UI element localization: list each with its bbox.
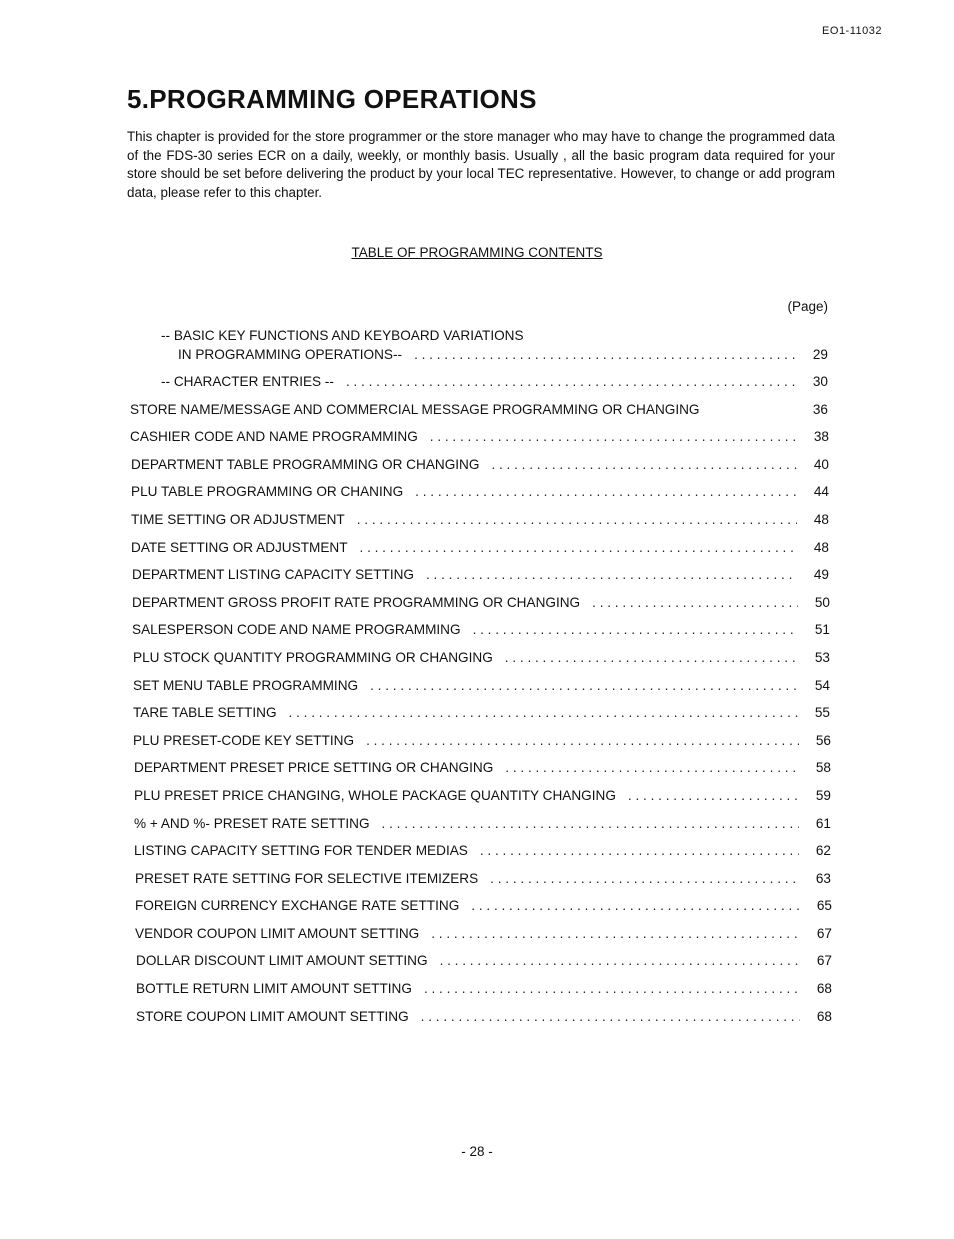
toc-entry-label: DEPARTMENT GROSS PROFIT RATE PROGRAMMING OR CHANGING xyxy=(132,594,581,610)
toc-entry-label: TARE TABLE SETTING xyxy=(133,705,277,721)
toc-dot-leader xyxy=(360,539,797,557)
toc-entry xyxy=(0,842,954,870)
toc-entry-page: 53 xyxy=(814,649,830,665)
toc-dot-leader xyxy=(357,511,797,529)
toc-dot-leader xyxy=(431,925,800,943)
toc-entry-page: 29 xyxy=(812,347,828,362)
toc-row xyxy=(133,732,831,750)
toc-entry-page: 68 xyxy=(816,981,832,997)
toc-entry xyxy=(0,649,954,677)
toc-dot-leader xyxy=(473,621,798,639)
toc-row xyxy=(132,566,829,584)
toc-entry-page: 67 xyxy=(816,925,832,941)
toc-dot-leader xyxy=(346,373,796,391)
toc-dot-leader xyxy=(440,952,800,970)
toc-entry-page: 58 xyxy=(815,760,831,776)
page-number: - 28 - xyxy=(461,1144,493,1159)
toc-entry-label: DOLLAR DISCOUNT LIMIT AMOUNT SETTING xyxy=(136,953,428,969)
toc-entry xyxy=(0,980,954,1008)
toc-entry-label: VENDOR COUPON LIMIT AMOUNT SETTING xyxy=(135,925,420,941)
toc-row xyxy=(131,483,829,501)
toc-dot-leader xyxy=(370,677,798,695)
toc-entry-label: SET MENU TABLE PROGRAMMING xyxy=(133,677,359,693)
toc-entry-label: DEPARTMENT LISTING CAPACITY SETTING xyxy=(132,567,414,583)
toc-entry-page: 63 xyxy=(815,870,831,886)
toc-dot-leader xyxy=(592,594,798,612)
toc-entry xyxy=(0,677,954,705)
toc-entry-label: DEPARTMENT TABLE PROGRAMMING OR CHANGING xyxy=(131,456,480,472)
toc-entry-first-line: -- BASIC KEY FUNCTIONS AND KEYBOARD VARIATIONS xyxy=(161,328,524,343)
toc-heading-text: TABLE OF PROGRAMMING CONTENTS xyxy=(351,245,603,260)
toc-dot-leader xyxy=(424,980,800,998)
toc-entry-page: 38 xyxy=(813,429,829,445)
page-column-label: (Page) xyxy=(787,299,828,314)
toc-dot-leader xyxy=(471,897,800,915)
toc-entry-page: 56 xyxy=(815,732,831,748)
toc-entry xyxy=(0,566,954,594)
toc-entry xyxy=(0,759,954,787)
toc-entry xyxy=(0,704,954,732)
toc-entry xyxy=(0,815,954,843)
toc-entry-label: TIME SETTING OR ADJUSTMENT xyxy=(131,511,345,527)
toc-dot-leader xyxy=(430,428,797,446)
toc-entry-page: 61 xyxy=(815,815,831,831)
toc-entry xyxy=(0,539,954,567)
toc-entry xyxy=(0,327,954,373)
toc-entry-label: PLU PRESET-CODE KEY SETTING xyxy=(133,732,355,748)
toc-entry xyxy=(0,952,954,980)
toc-entry-page: 65 xyxy=(816,898,832,914)
toc-entry-label: PRESET RATE SETTING FOR SELECTIVE ITEMIZERS xyxy=(135,870,479,886)
toc-entry-page: 54 xyxy=(814,677,830,693)
toc-entry-label: LISTING CAPACITY SETTING FOR TENDER MEDIAS xyxy=(134,843,468,859)
toc-entry-label: PLU STOCK QUANTITY PROGRAMMING OR CHANGING xyxy=(133,649,493,665)
toc-row xyxy=(161,373,828,391)
toc-entry xyxy=(0,621,954,649)
toc-row xyxy=(133,649,830,667)
toc-entry-page: 48 xyxy=(813,539,829,555)
toc-entry-label: -- CHARACTER ENTRIES -- xyxy=(161,374,334,389)
toc-entry-page: 49 xyxy=(813,567,829,583)
toc-row xyxy=(133,677,830,695)
toc-entry xyxy=(0,373,954,401)
toc-dot-leader xyxy=(414,346,796,364)
toc-row xyxy=(134,787,831,805)
toc-dot-leader xyxy=(426,566,797,584)
toc-entry-page: 62 xyxy=(815,843,831,859)
toc-dot-leader xyxy=(366,732,799,750)
toc-entry-label: DEPARTMENT PRESET PRICE SETTING OR CHANGING xyxy=(134,760,494,776)
toc-entry-page: 40 xyxy=(813,456,829,472)
toc-entry-page: 36 xyxy=(812,401,828,417)
toc-entry-page: 59 xyxy=(815,787,831,803)
toc-entry xyxy=(0,897,954,925)
toc-entry-page: 48 xyxy=(813,511,829,527)
toc-entry xyxy=(0,594,954,622)
toc-entry xyxy=(0,787,954,815)
toc-entry-label: FOREIGN CURRENCY EXCHANGE RATE SETTING xyxy=(135,898,460,914)
toc-row xyxy=(134,815,831,833)
toc-entry-page: 30 xyxy=(812,374,828,389)
toc-entry-label: % + AND %- PRESET RATE SETTING xyxy=(134,815,370,831)
toc-dot-leader xyxy=(505,759,799,777)
toc-entry xyxy=(0,401,954,429)
toc-row xyxy=(134,759,831,777)
toc-entry-page: 44 xyxy=(813,484,829,500)
toc-dot-leader xyxy=(382,815,799,833)
toc-entry xyxy=(0,870,954,898)
toc-row xyxy=(135,925,832,943)
chapter-intro: This chapter is provided for the store programmer or the store manager who may have to change the programmed data of the FDS-30 series ECR on a daily, weekly, or monthly basis. Usually , all the basic program data required for your store should be set before delivering the product by your local TEC representative. However, to change or add program data, please refer to this chapter. xyxy=(127,129,835,200)
toc-row xyxy=(178,346,828,364)
toc-list xyxy=(0,327,954,1035)
toc-row xyxy=(132,621,830,639)
toc-row xyxy=(133,704,830,722)
toc-row xyxy=(134,842,831,860)
toc-row xyxy=(132,594,830,612)
toc-entry xyxy=(0,1008,954,1036)
toc-dot-leader xyxy=(421,1008,800,1026)
toc-entry-label: SALESPERSON CODE AND NAME PROGRAMMING xyxy=(132,622,461,638)
toc-entry-label: STORE COUPON LIMIT AMOUNT SETTING xyxy=(136,1008,409,1024)
toc-entry-page: 55 xyxy=(814,705,830,721)
toc-entry xyxy=(0,456,954,484)
toc-row xyxy=(135,897,832,915)
toc-entry-label: CASHIER CODE AND NAME PROGRAMMING xyxy=(130,429,418,445)
toc-row xyxy=(131,539,829,557)
toc-dot-leader xyxy=(628,787,799,805)
toc-entry-label: BOTTLE RETURN LIMIT AMOUNT SETTING xyxy=(136,981,412,997)
toc-entry-page: 51 xyxy=(814,622,830,638)
toc-row xyxy=(135,870,831,888)
toc-row xyxy=(136,952,832,970)
toc-row xyxy=(131,511,829,529)
toc-entry-page: 67 xyxy=(816,953,832,969)
toc-row xyxy=(136,1008,832,1026)
toc-dot-leader xyxy=(505,649,798,667)
toc-entry-label: PLU PRESET PRICE CHANGING, WHOLE PACKAGE QUANTITY CHANGING xyxy=(134,787,616,803)
toc-entry-label: STORE NAME/MESSAGE AND COMMERCIAL MESSAGE PROGRAMMING OR CHANGING xyxy=(130,401,700,417)
toc-row xyxy=(136,980,832,998)
toc-entry xyxy=(0,732,954,760)
toc-entry-label: DATE SETTING OR ADJUSTMENT xyxy=(131,539,348,555)
toc-dot-leader xyxy=(491,456,797,474)
document-id: EO1-11032 xyxy=(822,25,882,37)
toc-entry-page: 50 xyxy=(814,594,830,610)
toc-entry xyxy=(0,511,954,539)
toc-entry xyxy=(0,428,954,456)
toc-row xyxy=(130,401,828,419)
toc-dot-leader xyxy=(480,842,799,860)
toc-dot-leader xyxy=(415,483,797,501)
toc-row xyxy=(130,428,829,446)
toc-entry xyxy=(0,483,954,511)
toc-dot-leader xyxy=(289,704,798,722)
toc-heading xyxy=(0,245,954,260)
chapter-title: 5.PROGRAMMING OPERATIONS xyxy=(127,84,537,114)
toc-dot-leader xyxy=(490,870,799,888)
toc-entry xyxy=(0,925,954,953)
toc-entry-page: 68 xyxy=(816,1008,832,1024)
toc-entry-label: IN PROGRAMMING OPERATIONS-- xyxy=(178,347,403,362)
toc-row xyxy=(131,456,829,474)
toc-entry-label: PLU TABLE PROGRAMMING OR CHANING xyxy=(131,484,404,500)
